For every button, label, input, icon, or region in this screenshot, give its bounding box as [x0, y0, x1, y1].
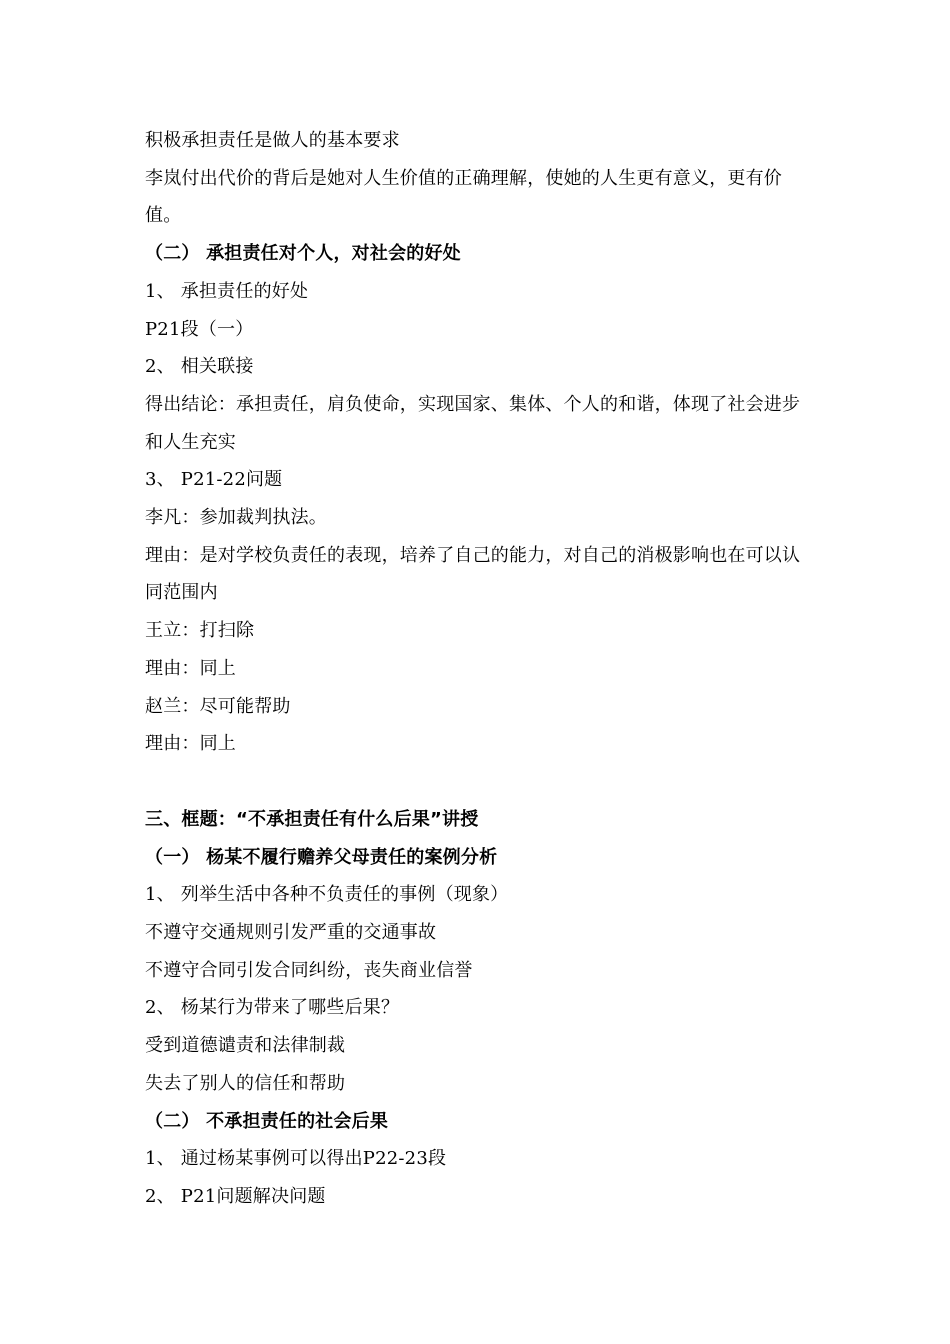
- text-line: 积极承担责任是做人的基本要求: [145, 130, 400, 151]
- document-body: [145, 122, 810, 1216]
- paragraph: 得出结论：承担责任，肩负使命，实现国家、集体、个人的和谐，体现了社会进步和人生充实: [145, 393, 801, 453]
- text-line: 赵兰：尽可能帮助: [145, 695, 291, 717]
- text-line: 理由：同上: [145, 733, 236, 755]
- paragraph: 李岚付出代价的背后是她对人生价值的正确理解，使她的人生更有意义，更有价值。: [145, 167, 782, 227]
- section-heading: （二） 承担责任对个人，对社会的好处: [145, 243, 461, 265]
- text-line: P21段（一）: [145, 318, 254, 340]
- text-line: 王立：打扫除: [145, 620, 255, 642]
- paragraph: 理由：是对学校负责任的表现，培养了自己的能力，对自己的消极影响也在可以认同范围内: [145, 544, 801, 604]
- text-line: 理由：同上: [145, 657, 236, 679]
- section-heading: 三、框题：“不承担责任有什么后果”讲授: [145, 808, 479, 830]
- blank-line: [145, 763, 810, 801]
- list-item: 2、 相关联接: [145, 356, 254, 378]
- list-item: 3、 P21-22问题: [145, 469, 283, 491]
- section-heading: （一） 杨某不履行赡养父母责任的案例分析: [145, 846, 498, 868]
- section-heading: （二） 不承担责任的社会后果: [145, 1110, 389, 1132]
- list-item: 1、 通过杨某事例可以得出P22-23段: [145, 1148, 447, 1170]
- text-line: 不遵守合同引发合同纠纷，丧失商业信誉: [145, 959, 473, 981]
- list-item: 2、 杨某行为带来了哪些后果？: [145, 997, 400, 1019]
- text-line: 李凡：参加裁判执法。: [145, 507, 327, 529]
- text-line: 不遵守交通规则引发严重的交通事故: [145, 922, 437, 944]
- list-item: 1、 承担责任的好处: [145, 280, 309, 302]
- text-line: 失去了别人的信任和帮助: [145, 1072, 346, 1094]
- text-line: 受到道德谴责和法律制裁: [145, 1035, 346, 1057]
- list-item: 2、 P21问题解决问题: [145, 1185, 326, 1207]
- list-item: 1、 列举生活中各种不负责任的事例（现象）: [145, 884, 509, 906]
